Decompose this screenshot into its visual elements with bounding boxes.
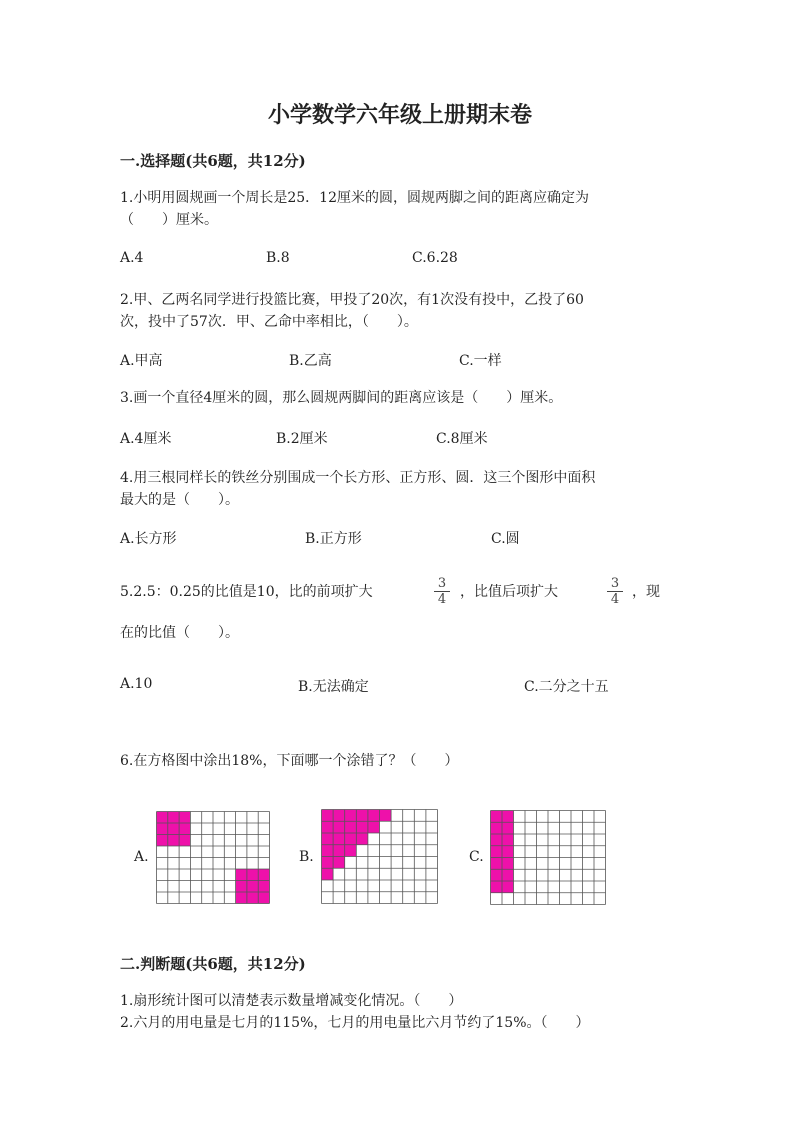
question-4-option-c: C.圆 bbox=[491, 531, 520, 547]
question-4-option-b: B.正方形 bbox=[305, 531, 362, 547]
grid-c-shaded-cell bbox=[491, 858, 503, 870]
grid-option-a bbox=[156, 811, 270, 904]
page-title: 小学数学六年级上册期末卷 bbox=[267, 102, 532, 128]
grid-b-shaded-cell bbox=[333, 821, 345, 833]
grid-b-shaded-cell bbox=[333, 833, 345, 845]
question-2-option-b: B.乙高 bbox=[289, 353, 332, 369]
question-2-line2: 次，投中了57次．甲、乙命中率相比，（ ）。 bbox=[120, 314, 418, 330]
grid-b-shaded-cell bbox=[322, 810, 334, 822]
grid-a-shaded-cell bbox=[179, 835, 190, 847]
grid-a-shaded-cell bbox=[258, 892, 269, 904]
grid-a-shaded-cell bbox=[157, 812, 168, 824]
grid-c-shaded-cell bbox=[491, 846, 503, 858]
question-4-option-a: A.长方形 bbox=[120, 531, 177, 547]
grid-a-shaded-cell bbox=[258, 881, 269, 893]
grid-a-shaded-cell bbox=[236, 869, 247, 881]
grid-b-shaded-cell bbox=[368, 810, 380, 822]
grid-c-shaded-cell bbox=[502, 858, 514, 870]
fraction-2-numerator: 3 bbox=[607, 576, 623, 592]
grid-option-c bbox=[490, 810, 606, 905]
grid-c-shaded-cell bbox=[502, 846, 514, 858]
question-5-fraction-1 bbox=[434, 576, 450, 607]
question-2-line1: 2.甲、乙两名同学进行投篮比赛，甲投了20次，有1次没有投中，乙投了60 bbox=[120, 292, 584, 308]
grid-label-b: B. bbox=[299, 849, 314, 865]
question-3-option-c: C.8厘米 bbox=[436, 431, 488, 447]
grid-a-shaded-cell bbox=[247, 892, 258, 904]
grid-c-shaded-cell bbox=[502, 834, 514, 846]
grid-a-shaded-cell bbox=[236, 881, 247, 893]
question-2-option-a: A.甲高 bbox=[120, 353, 163, 369]
grid-a-shaded-cell bbox=[157, 835, 168, 847]
grid-a-shaded-cell bbox=[179, 823, 190, 835]
grid-c-shaded-cell bbox=[491, 822, 503, 834]
grid-b-shaded-cell bbox=[356, 821, 368, 833]
question-2-option-c: C.一样 bbox=[459, 353, 502, 369]
grid-b-shaded-cell bbox=[333, 845, 345, 857]
grid-b-shaded-cell bbox=[356, 810, 368, 822]
grid-c-shaded-cell bbox=[491, 811, 503, 823]
question-3-option-a: A.4厘米 bbox=[120, 431, 172, 447]
grid-b-shaded-cell bbox=[322, 821, 334, 833]
grid-b-shaded-cell bbox=[333, 810, 345, 822]
grid-c-shaded-cell bbox=[502, 811, 514, 823]
question-5-part1: 5.2.5：0.25的比值是10，比的前项扩大 bbox=[120, 584, 373, 600]
grid-c-shaded-cell bbox=[491, 881, 503, 893]
fraction-1-denominator: 4 bbox=[437, 592, 447, 607]
grid-b-shaded-cell bbox=[345, 845, 357, 857]
grid-a-shaded-cell bbox=[168, 823, 179, 835]
true-false-question-1: 1.扇形统计图可以清楚表示数量增减变化情况。（ ） bbox=[120, 993, 463, 1009]
grid-a-shaded-cell bbox=[157, 823, 168, 835]
question-5-option-b: B.无法确定 bbox=[298, 679, 369, 695]
question-4-line1: 4.用三根同样长的铁丝分别围成一个长方形、正方形、圆．这三个图形中面积 bbox=[120, 470, 596, 486]
question-1-option-b: B.8 bbox=[266, 250, 290, 266]
grid-c-shaded-cell bbox=[491, 834, 503, 846]
grid-b-shaded-cell bbox=[333, 857, 345, 869]
grid-b-shaded-cell bbox=[322, 845, 334, 857]
question-6-line1: 6.在方格图中涂出18%，下面哪一个涂错了？（ ） bbox=[120, 753, 459, 769]
fraction-1-numerator: 3 bbox=[434, 576, 450, 592]
grid-label-c: C. bbox=[469, 849, 484, 865]
grid-a-shaded-cell bbox=[179, 812, 190, 824]
question-1-option-a: A.4 bbox=[120, 250, 144, 266]
grid-a-shaded-cell bbox=[258, 869, 269, 881]
grid-a-shaded-cell bbox=[247, 881, 258, 893]
grid-c-shaded-cell bbox=[502, 869, 514, 881]
section-heading-true-false: 二.判断题(共6题，共12分) bbox=[120, 955, 306, 973]
fraction-2-denominator: 4 bbox=[610, 592, 620, 607]
grid-c-shaded-cell bbox=[502, 822, 514, 834]
grid-a-shaded-cell bbox=[236, 892, 247, 904]
question-5-line2: 在的比值（ ）。 bbox=[120, 625, 239, 641]
grid-option-b bbox=[321, 809, 438, 904]
question-1-line2: （ ）厘米。 bbox=[120, 212, 218, 228]
question-5-option-a: A.10 bbox=[120, 676, 153, 692]
grid-b-shaded-cell bbox=[345, 821, 357, 833]
grid-a-shaded-cell bbox=[247, 869, 258, 881]
question-3-option-b: B.2厘米 bbox=[276, 431, 328, 447]
question-4-line2: 最大的是（ ）。 bbox=[120, 492, 239, 508]
grid-c-shaded-cell bbox=[491, 869, 503, 881]
grid-b-shaded-cell bbox=[345, 810, 357, 822]
grid-c-shaded-cell bbox=[502, 881, 514, 893]
grid-b-shaded-cell bbox=[380, 810, 392, 822]
grid-a-shaded-cell bbox=[168, 835, 179, 847]
question-5-option-c: C.二分之十五 bbox=[524, 679, 609, 695]
grid-b-shaded-cell bbox=[345, 833, 357, 845]
grid-b-shaded-cell bbox=[322, 857, 334, 869]
true-false-question-2: 2.六月的用电量是七月的115%，七月的用电量比六月节约了15%。（ ） bbox=[120, 1015, 590, 1031]
question-1-line1: 1.小明用圆规画一个周长是25．12厘米的圆，圆规两脚之间的距离应确定为 bbox=[120, 190, 589, 206]
grid-label-a: A. bbox=[134, 849, 149, 865]
grid-b-shaded-cell bbox=[322, 833, 334, 845]
question-3-line1: 3.画一个直径4厘米的圆，那么圆规两脚间的距离应该是（ ）厘米。 bbox=[120, 390, 563, 406]
grid-b-shaded-cell bbox=[356, 833, 368, 845]
grid-a-shaded-cell bbox=[168, 812, 179, 824]
grid-b-shaded-cell bbox=[368, 821, 380, 833]
question-5-part2: ，比值后项扩大 bbox=[460, 584, 558, 600]
section-heading-choice: 一.选择题(共6题，共12分) bbox=[120, 152, 306, 170]
grid-b-shaded-cell bbox=[322, 868, 334, 880]
question-5-part3: ，现 bbox=[632, 584, 660, 600]
question-1-option-c: C.6.28 bbox=[412, 250, 458, 266]
question-5-fraction-2 bbox=[607, 576, 623, 607]
